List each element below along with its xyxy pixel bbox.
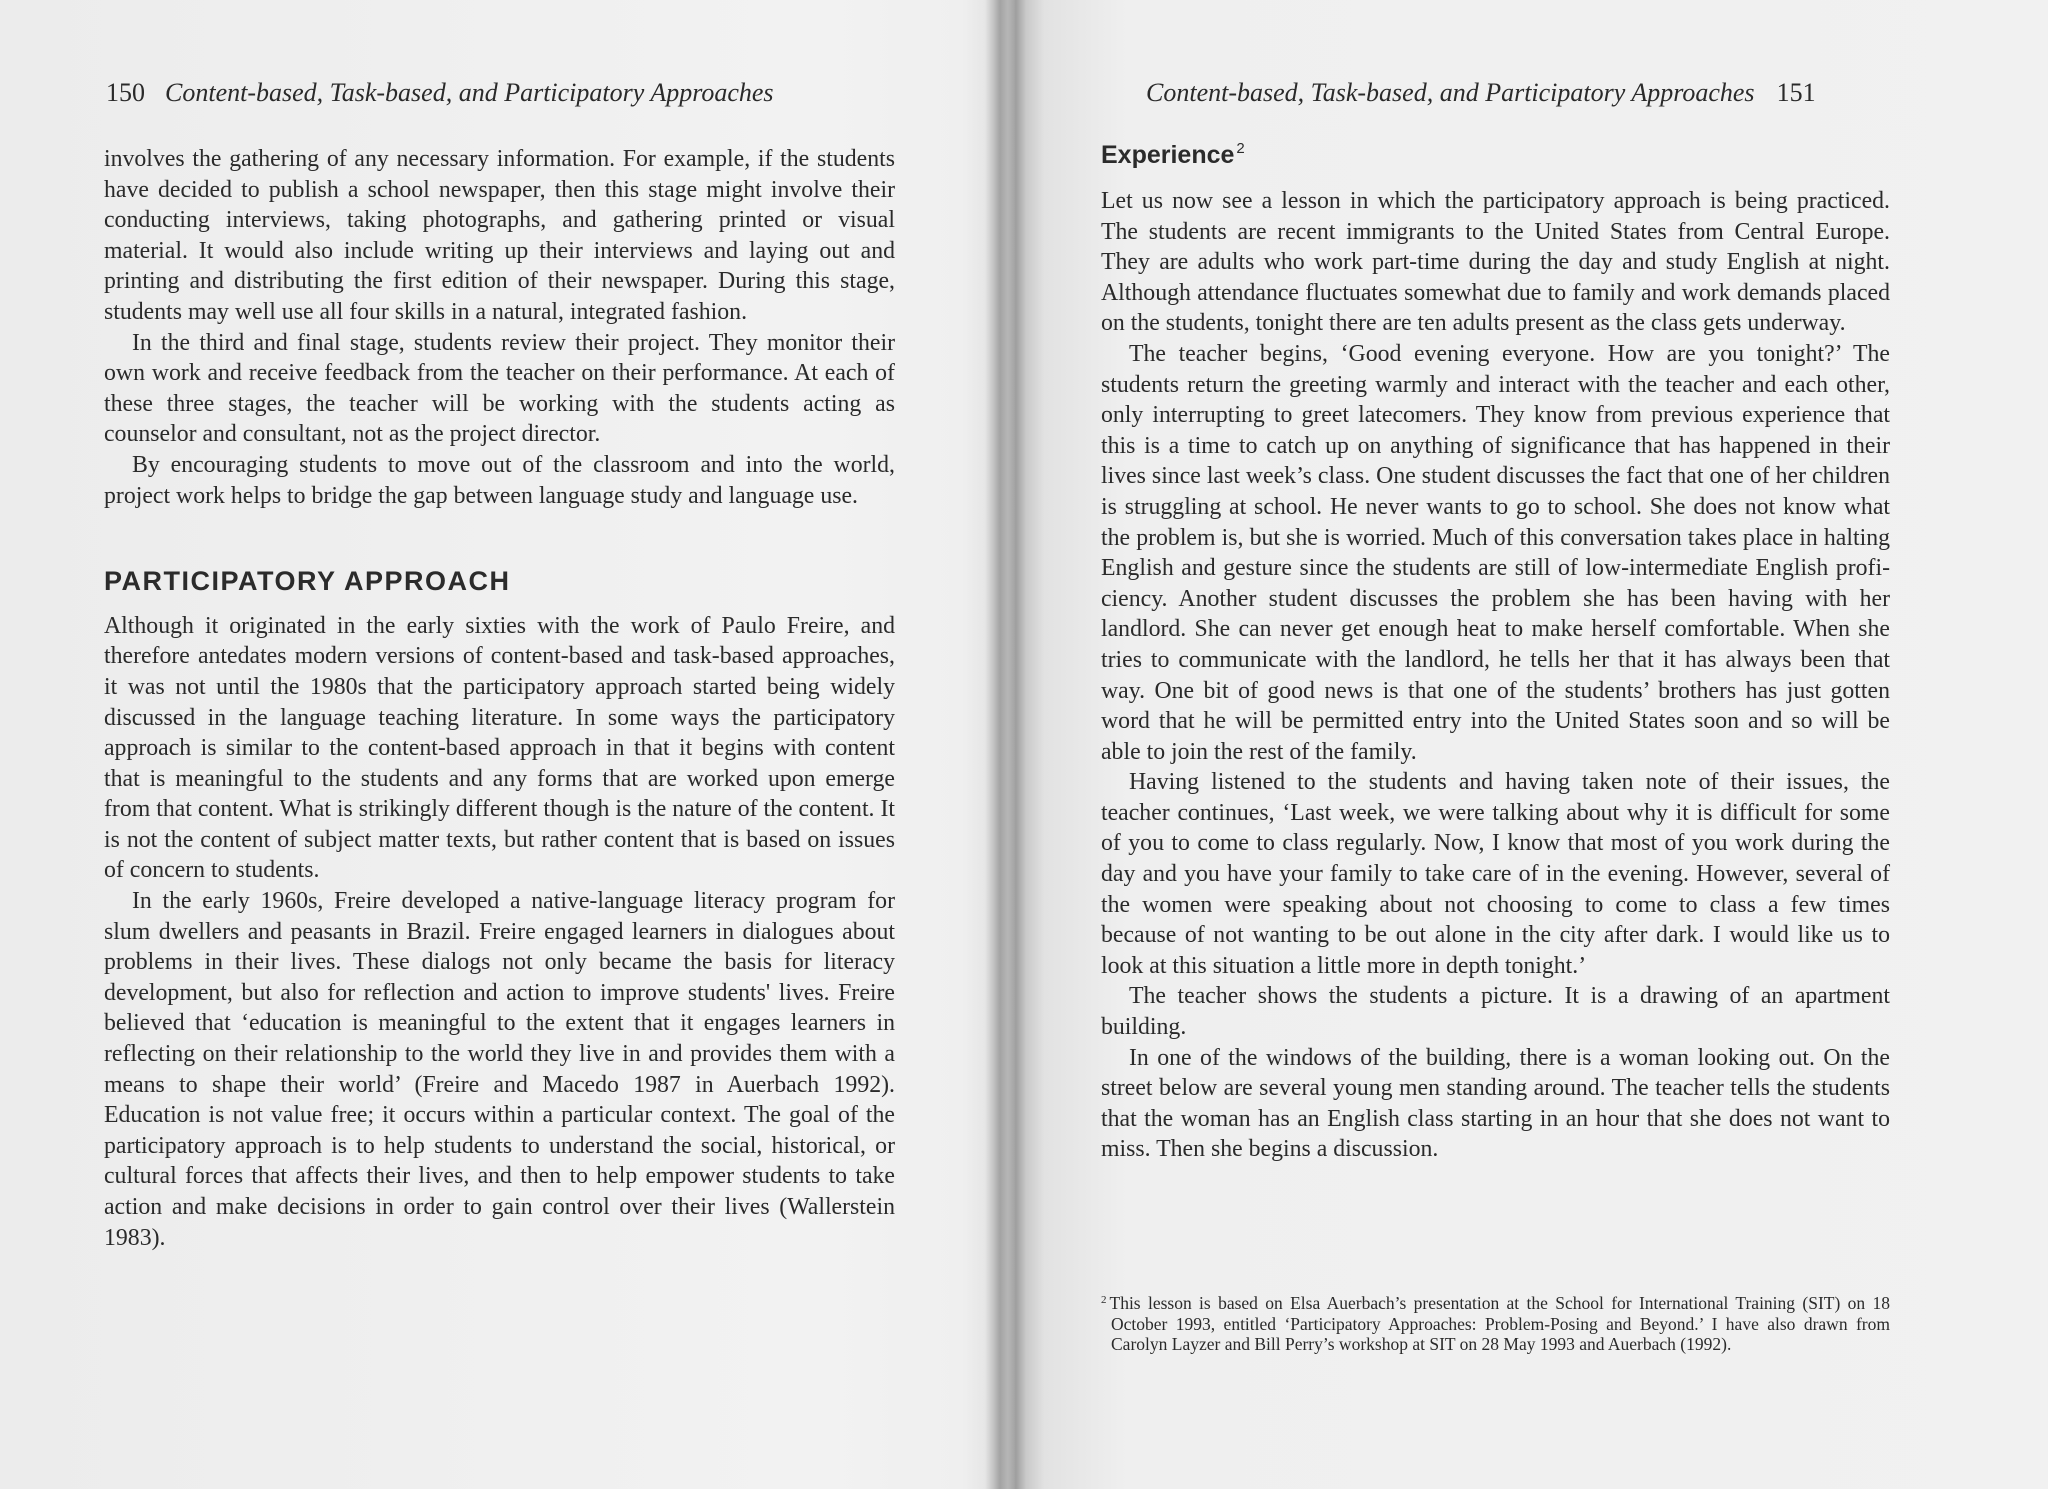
right-running-head	[1146, 76, 1816, 110]
paragraph: Although it originated in the early sixties with the work of Paulo Freire, and therefore antedates modern versions of content-based and task-based approaches, it was not until the 1980s that the participatory approach started being widely discussed in the language teaching literature. In some ways the participatory approach is similar to the content-based approach in that it begins with content that is meaningful to the students and any forms that are worked upon emerge from that content. What is strikingly different though is the nature of the content. It is not the content of subject matter texts, but rather content that is based on issues of concern to students.	[104, 612, 895, 884]
left-body-text	[104, 144, 895, 1253]
footnote-marker: 2	[1101, 1294, 1107, 1306]
footnote	[1101, 1290, 1890, 1355]
subheading-text: Experience	[1101, 141, 1235, 169]
left-running-title: Content-based, Task-based, and Participatory Approaches	[165, 78, 774, 107]
paragraph: In the early 1960s, Freire developed a native-language literacy program for slum dwellers and peasants in Brazil. Freire engaged learners in dialogues about problems in their lives. These dialogs not only became the basis for literacy development, but also for reflection and action to improve students' lives. Freire believed that ‘education is meaningful to the extent that it engages learners in reflecting on their relationship to the world they live in and provides them with a means to shape their world’ (Freire and Macedo 1987 in Auerbach 1992). Education is not value free; it occurs within a particular context. The goal of the participatory approach is to help students to understand the social, historical, or cultural forces that affects their lives, and then to help empower students to take action and make decisions in order to gain control over their lives (Wallerstein 1983).	[104, 888, 895, 1251]
paragraph: In one of the windows of the building, there is a woman looking out. On the street below are several young men standing around. The teacher tells the students that the woman has an English class starting in an hour that she does not want to miss. Then she begins a discussion.	[1101, 1044, 1890, 1163]
paragraph: Having listened to the students and having taken note of their issues, the teacher continues, ‘Last week, we were talking about why it is difficult for some of you to come to class regularly. Now, I know that most of you work during the day and you have your family to take care of in the evening. However, several of the women were speaking about not choosing to come to class a few times because of not wanting to be out alone in the city after dark. I would like us to look at this situation a little more in depth tonight.’	[1101, 769, 1890, 979]
paragraph: involves the gathering of any necessary information. For example, if the students have decided to publish a school newspaper, then this stage might involve their conducting interviews, taking photographs, and gathering printed or visual material. It would also include writing up their interviews and laying out and printing and distributing the first edition of their newspaper. During this stage, students may well use all four skills in a natural, integrated fashion.	[104, 146, 895, 325]
right-body-text	[1101, 186, 1890, 1165]
left-page	[0, 0, 985, 1489]
section-heading: PARTICIPATORY APPROACH	[104, 566, 511, 597]
footnote-text: This lesson is based on Elsa Auerbach’s presentation at the School for International Training (SIT) on 18 October 1993, entitled ‘Participatory Approaches: Problem-Posing and Beyond.’ I have also drawn from Carolyn Layzer and Bill Perry’s workshop at SIT on 28 May 1993 and Auerbach (1992).	[1109, 1293, 1890, 1354]
footnote-reference: 2	[1236, 140, 1245, 157]
paragraph: In the third and final stage, students review their project. They monitor their own work and receive feedback from the teacher on their performance. At each of these three stages, the teacher will be working with the students acting as counselor and consultant, not as the project director.	[104, 329, 895, 448]
paragraph: By encouraging students to move out of the classroom and into the world, project work helps to bridge the gap between language study and language use.	[104, 451, 895, 509]
right-page	[1015, 0, 2048, 1489]
right-page-number: 151	[1776, 78, 1816, 107]
left-running-head	[106, 76, 774, 110]
paragraph: Let us now see a lesson in which the participatory approach is being practiced. The students are recent immigrants to the United States from Central Europe. They are adults who work part-time during the day and study English at night. Although attendance fluctuates somewhat due to family and work demands placed on the students, tonight there are ten adults present as the class gets underway.	[1101, 188, 1890, 337]
right-running-title: Content-based, Task-based, and Participatory Approaches	[1146, 78, 1755, 107]
subheading	[1101, 140, 1245, 170]
book-gutter	[985, 0, 1015, 1489]
paragraph: The teacher shows the students a picture. It is a drawing of an apartment building.	[1101, 983, 1890, 1041]
left-page-number: 150	[106, 78, 145, 107]
paragraph: The teacher begins, ‘Good evening everyone. How are you tonight?’ The students return the greeting warmly and interact with the teacher and each other, only interrupting to greet latecomers. They know from previous experience that this is a time to catch up on anything of significance that has happened in their lives since last week’s class. One student discusses the fact that one of her children is struggling at school. He never wants to go to school. She does not know what the problem is, but she is worried. Much of this conversation takes place in halting English and gesture since the students are still of low-intermediate English proficiency. Another student discusses the problem she has been having with her landlord. She can never get enough heat to make herself comfortable. When she tries to communicate with the landlord, he tells her that it has always been that way. One bit of good news is that one of the students’ brothers has just gotten word that he will be permitted entry into the United States soon and so will be able to join the rest of the family.	[1101, 340, 1890, 765]
